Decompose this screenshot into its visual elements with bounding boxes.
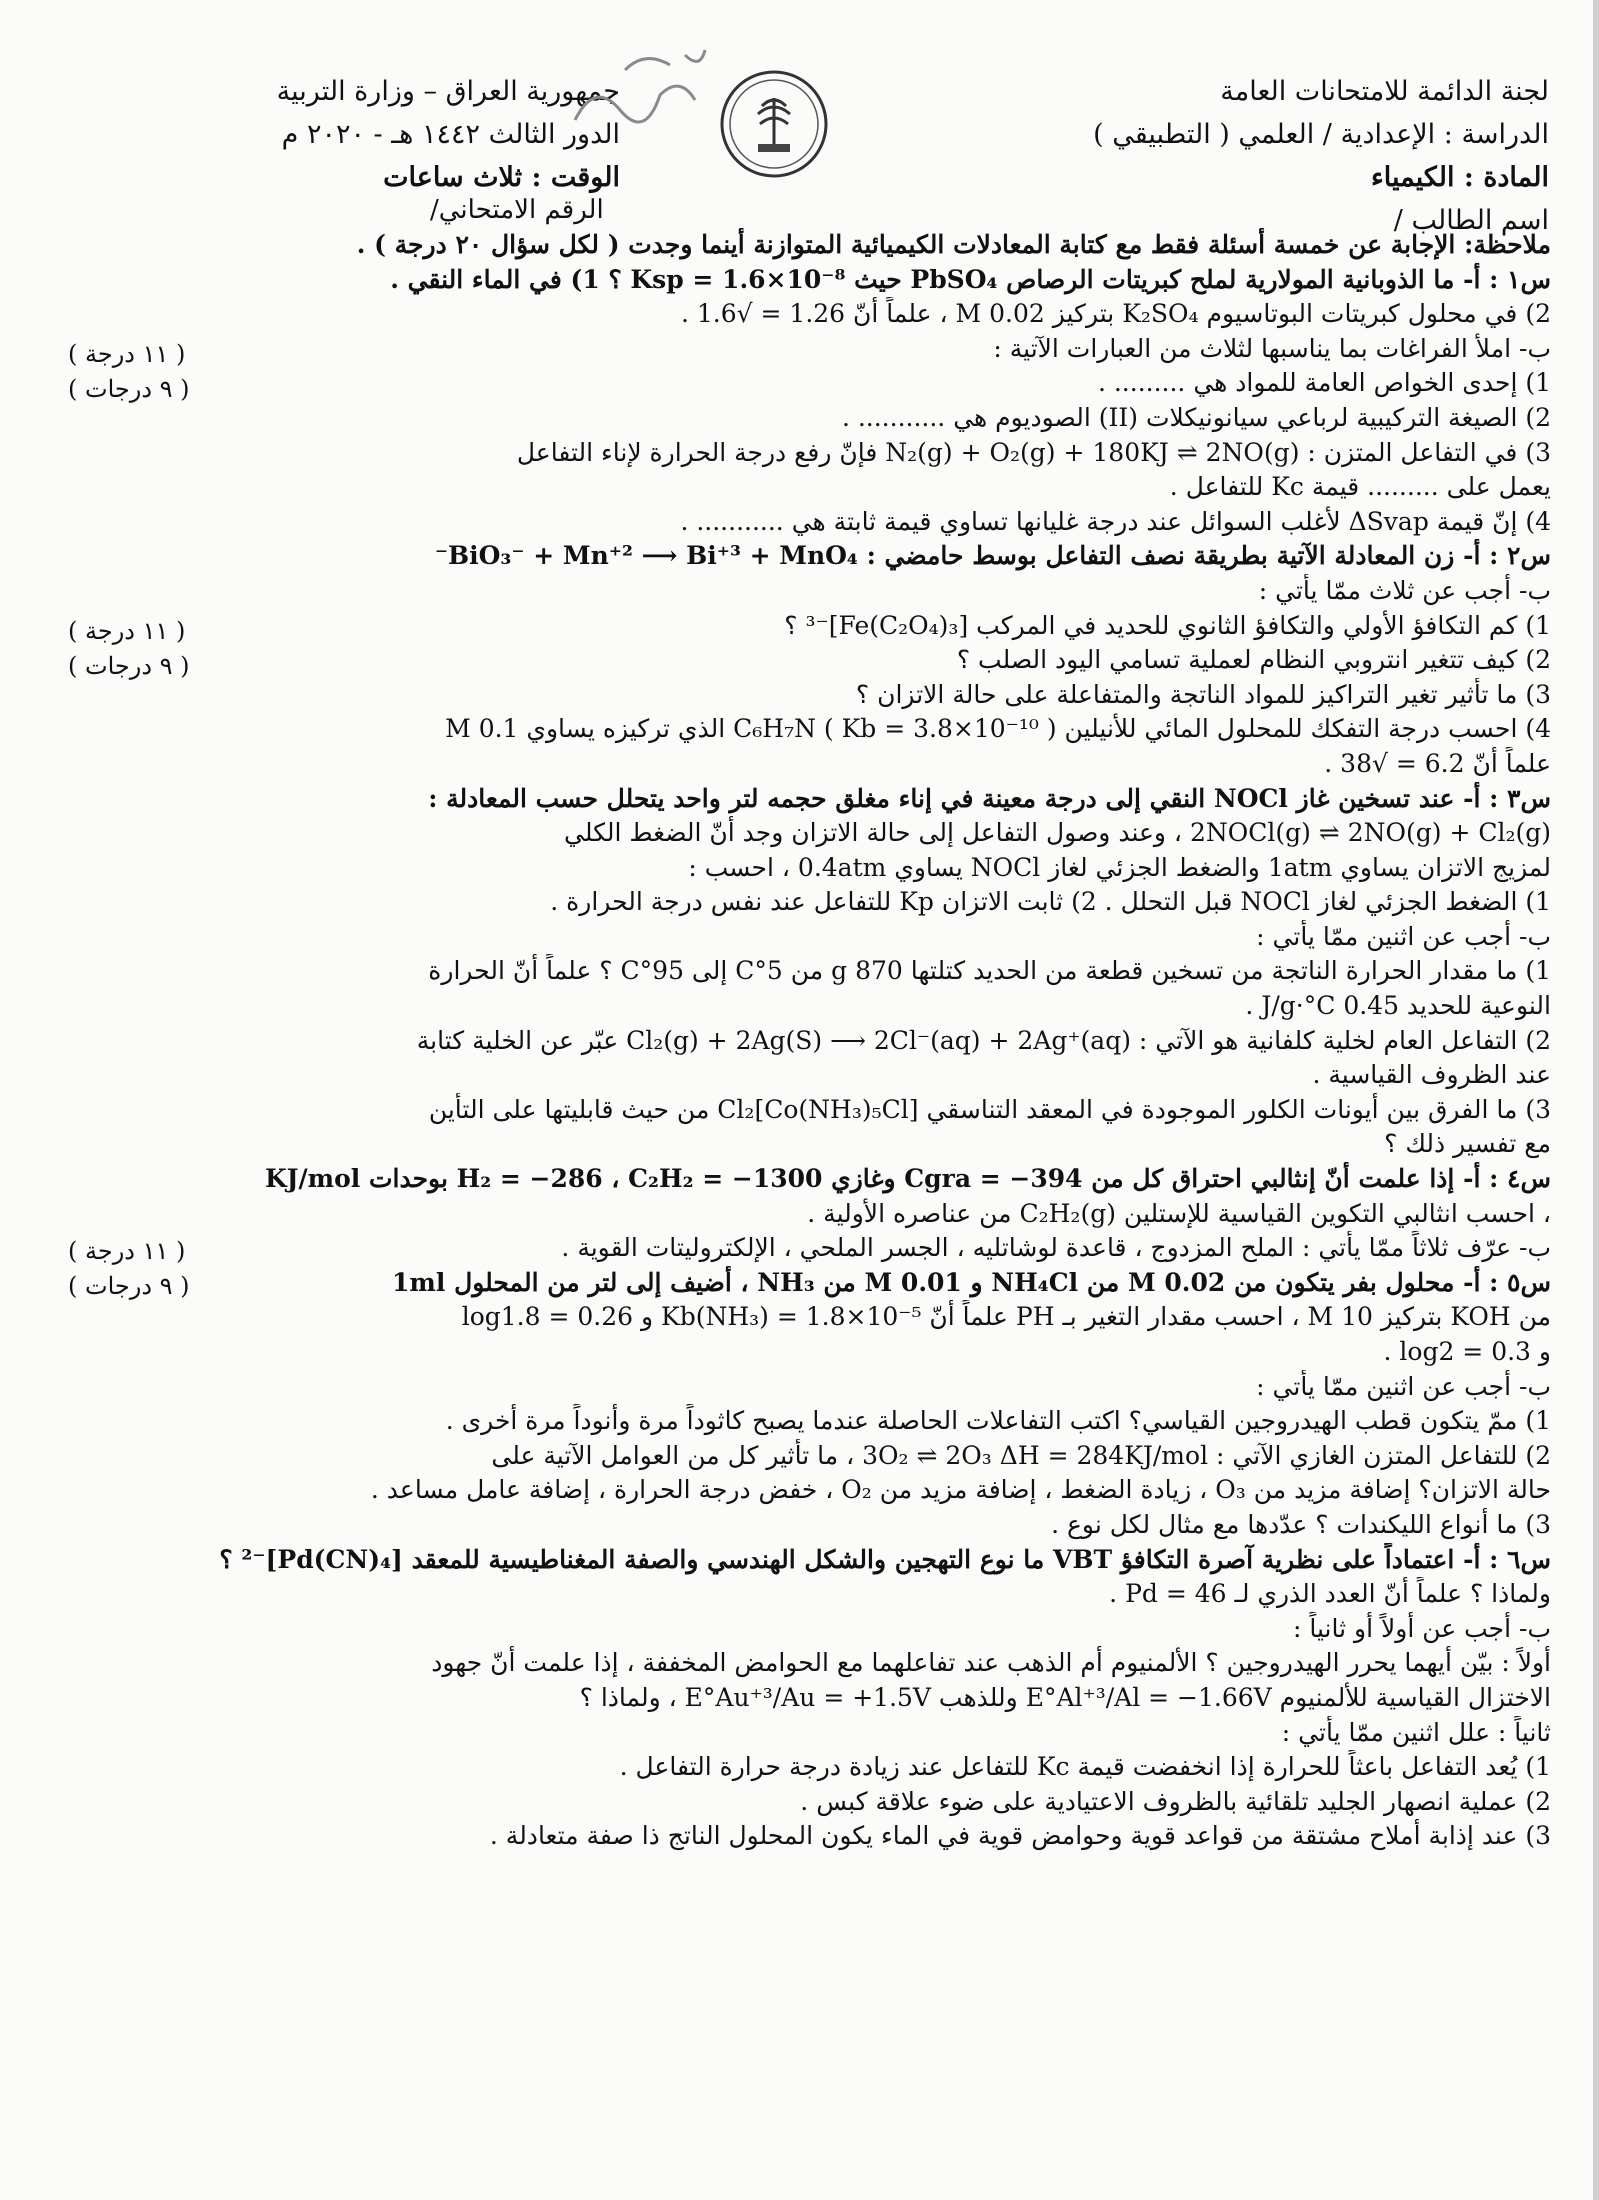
handwritten-scribble <box>565 40 715 150</box>
q3-a-eq: 2NOCl(g) ⇌ 2NO(g) + Cl₂(g) ، وعند وصول التفاعل إلى حالة الاتزان وجد أنّ الضغط الكلي <box>563 818 1551 848</box>
q2-b-2: 2) كيف تتغير انتروبي النظام لعملية تسامي اليود الصلب ؟ <box>956 645 1551 675</box>
q3-b-2: 2) التفاعل العام لخلية كلفانية هو الآتي : Cl₂(g) + 2Ag(S) ⟶ 2Cl⁻(aq) + 2Ag⁺(aq) عبّر عن الخلية كتابة <box>416 1025 1551 1055</box>
q4-b: ب- عرّف ثلاثاً ممّا يأتي : الملح المزدوج ، قاعدة لوشاتليه ، الجسر الملحي ، الإلكتروليتات القوية . <box>561 1233 1551 1263</box>
q3-a-parts: 1) الضغط الجزئي لغاز NOCl قبل التحلل . 2) ثابت الاتزان Kp للتفاعل عند نفس درجة الحرارة . <box>550 887 1551 917</box>
q4a-marks: ( ١١ درجة ) <box>68 1237 186 1265</box>
q1-b-3: 3) في التفاعل المتزن : N₂(g) + O₂(g) + 180KJ ⇌ 2NO(g) فإنّ رفع درجة الحرارة لإناء التفاعل <box>516 437 1551 467</box>
exam-duration: الوقت : ثلاث ساعات <box>383 162 620 193</box>
note-line: ملاحظة: الإجابة عن خمسة أسئلة فقط مع كتابة المعادلات الكيميائية المتوازنة أينما وجدت ( لكل سؤال ٢٠ درجة ) . <box>356 230 1551 259</box>
q6-b-second-1: 1) يُعد التفاعل باعثاً للحرارة إذا انخفضت قيمة Kc للتفاعل عند زيادة درجة حرارة التفاعل . <box>619 1752 1551 1782</box>
header-right <box>909 70 1549 242</box>
q6-b-second-3: 3) عند إذابة أملاح مشتقة من قواعد قوية وحوامض قوية في الماء يكون المحلول الناتج ذا صفة متعادلة . <box>489 1821 1551 1851</box>
committee-name: لجنة الدائمة للامتحانات العامة <box>1220 76 1549 107</box>
q3-b-1-cont: النوعية للحديد 0.45 J/g·°C . <box>1245 991 1551 1021</box>
q5-b-3: 3) ما أنواع الليكندات ؟ عدّدها مع مثال لكل نوع . <box>1051 1509 1551 1539</box>
q2-b-3: 3) ما تأثير تغير التراكيز للمواد الناتجة والمتفاعلة على حالة الاتزان ؟ <box>855 679 1551 709</box>
q3-b-1: 1) ما مقدار الحرارة الناتجة من تسخين قطعة من الحديد كتلتها 870 g من 5°C إلى 95°C ؟ علماً أنّ الحرارة <box>428 956 1551 986</box>
q5-b-2: 2) للتفاعل المتزن الغازي الآتي : 3O₂ ⇌ 2O₃ ΔH = 284KJ/mol ، ما تأثير كل من العوامل الآتية على <box>491 1440 1551 1470</box>
q2-a: س٢ : أ- زن المعادلة الآتية بطريقة نصف التفاعل بوسط حامضي : BiO₃⁻ + Mn⁺² ⟶ Bi⁺³ + MnO₄⁻ <box>434 541 1551 571</box>
q6-b-first: أولاً : بيّن أيهما يحرر الهيدروجين ؟ الألمنيوم أم الذهب عند تفاعلهما مع الحوامض المخففة ، إذا علمت أنّ جهود <box>431 1648 1551 1678</box>
student-name-label: اسم الطالب / <box>1393 205 1549 236</box>
q1-b-1: 1) إحدى الخواص العامة للمواد هي ......... . <box>1097 368 1551 398</box>
q6-b: ب- أجب عن أولاً أو ثانياً : <box>1293 1613 1551 1643</box>
q1b-marks: ( ٩ درجات ) <box>68 375 190 403</box>
q5-b-1: 1) ممّ يتكون قطب الهيدروجين القياسي؟ اكتب التفاعلات الحاصلة عندما يصبح كاثوداً مرة وأنوداً مرة أخرى . <box>445 1406 1551 1436</box>
exam-number-label: الرقم الامتحاني/ <box>430 195 604 225</box>
q6-b-second-2: 2) عملية انصهار الجليد تلقائية بالظروف الاعتيادية على ضوء علاقة كبس . <box>800 1786 1551 1816</box>
q3-b-3: 3) ما الفرق بين أيونات الكلور الموجودة في المعقد التناسقي [Co(NH₃)₅Cl]Cl₂ من حيث قابليتها على التأين <box>428 1094 1551 1124</box>
q1-b: ب- املأ الفراغات بما يناسبها لثلاث من العبارات الآتية : <box>993 333 1551 363</box>
exam-body <box>68 228 1551 1854</box>
exam-session: الدور الثالث ١٤٤٢ هـ - ٢٠٢٠ م <box>281 119 620 150</box>
q6-a-cont: ولماذا ؟ علماً أنّ العدد الذري لـ Pd = 46 . <box>1109 1579 1551 1609</box>
q1-a-2: 2) في محلول كبريتات البوتاسيوم K₂SO₄ بتركيز 0.02 M ، علماً أنّ 1.26 = √1.6 . <box>680 299 1551 329</box>
ministry-name: جمهورية العراق – وزارة التربية <box>276 76 620 107</box>
q2b-marks: ( ٩ درجات ) <box>68 652 190 680</box>
q3-b-2-cont: عند الظروف القياسية . <box>1312 1060 1551 1090</box>
q4b-marks: ( ٩ درجات ) <box>68 1272 190 1300</box>
q6-b-second: ثانياً : علل اثنين ممّا يأتي : <box>1281 1717 1551 1747</box>
q5-a-cont: من KOH بتركيز 10 M ، احسب مقدار التغير بـ PH علماً أنّ Kb(NH₃) = 1.8×10⁻⁵ و log1.8 = 0.26 <box>461 1302 1551 1332</box>
page-edge-shadow <box>1589 0 1599 2200</box>
q3-a-cont: لمزيج الاتزان يساوي 1atm والضغط الجزئي لغاز NOCl يساوي 0.4atm ، احسب : <box>688 852 1551 882</box>
study-branch: الدراسة : الإعدادية / العلمي ( التطبيقي ) <box>1093 119 1549 150</box>
q2-b-1: 1) كم التكافؤ الأولي والتكافؤ الثانوي للحديد في المركب [Fe(C₂O₄)₃]⁻³ ؟ <box>784 610 1551 640</box>
q3-b-3-cont: مع تفسير ذلك ؟ <box>1384 1129 1551 1159</box>
q1a-marks: ( ١١ درجة ) <box>68 340 186 368</box>
ministry-seal-icon <box>718 68 830 180</box>
q2-b-4-cont: علماً أنّ 6.2 = √38 . <box>1324 748 1551 778</box>
q6-b-first-cont: الاختزال القياسية للألمنيوم E°Al⁺³/Al = −1.66V وللذهب E°Au⁺³/Au = +1.5V ، ولماذا ؟ <box>579 1682 1551 1712</box>
subject-label: المادة : الكيمياء <box>1371 162 1549 193</box>
q5-b: ب- أجب عن اثنين ممّا يأتي : <box>1256 1371 1551 1401</box>
q1-b-2: 2) الصيغة التركيبية لرباعي سيانونيكلات (II) الصوديوم هي ........... . <box>841 402 1551 432</box>
q1-a: س١ : أ- ما الذوبانية المولارية لملح كبريتات الرصاص PbSO₄ حيث Ksp = 1.6×10⁻⁸ ؟ 1) في الماء النقي . <box>390 264 1551 294</box>
q5-a: س٥ : أ- محلول بفر يتكون من 0.02 M من NH₄Cl و 0.01 M من NH₃ ، أضيف إلى لتر من المحلول 1ml <box>392 1267 1551 1297</box>
q4-a-cont: ، احسب انثالبي التكوين القياسية للإستلين C₂H₂(g) من عناصره الأولية . <box>807 1198 1551 1228</box>
q4-a: س٤ : أ- إذا علمت أنّ إنثالبي احتراق كل من Cgra = −394 وغازي H₂ = −286 ، C₂H₂ = −1300 بوحدات KJ/mol <box>264 1164 1551 1194</box>
q5-b-2-cont: حالة الاتزان؟ إضافة مزيد من O₃ ، زيادة الضغط ، إضافة مزيد من O₂ ، خفض درجة الحرارة ، إضافة عامل مساعد . <box>370 1475 1551 1505</box>
q5-a-cont-2: و log2 = 0.3 . <box>1383 1337 1551 1366</box>
q1-b-4: 4) إنّ قيمة ΔSvap لأغلب السوائل عند درجة غليانها تساوي قيمة ثابتة هي ........... . <box>680 506 1551 536</box>
q2-b-4: 4) احسب درجة التفكك للمحلول المائي للأنيلين C₆H₇N ( Kb = 3.8×10⁻¹⁰ ) الذي تركيزه يساوي 0.1 M <box>445 714 1551 744</box>
q6-a: س٦ : أ- اعتماداً على نظرية آصرة التكافؤ VBT ما نوع التهجين والشكل الهندسي والصفة المغناطيسية للمعقد [Pd(CN)₄]⁻² ؟ <box>219 1544 1551 1574</box>
q2a-marks: ( ١١ درجة ) <box>68 617 186 645</box>
header-left <box>100 70 620 199</box>
q2-b: ب- أجب عن ثلاث ممّا يأتي : <box>1258 575 1551 605</box>
q3-a: س٣ : أ- عند تسخين غاز NOCl النقي إلى درجة معينة في إناء مغلق حجمه لتر واحد يتحلل حسب المعادلة : <box>428 783 1551 813</box>
q3-b: ب- أجب عن اثنين ممّا يأتي : <box>1256 921 1551 951</box>
q1-b-3-cont: يعمل على ......... قيمة Kc للتفاعل . <box>1169 472 1551 502</box>
